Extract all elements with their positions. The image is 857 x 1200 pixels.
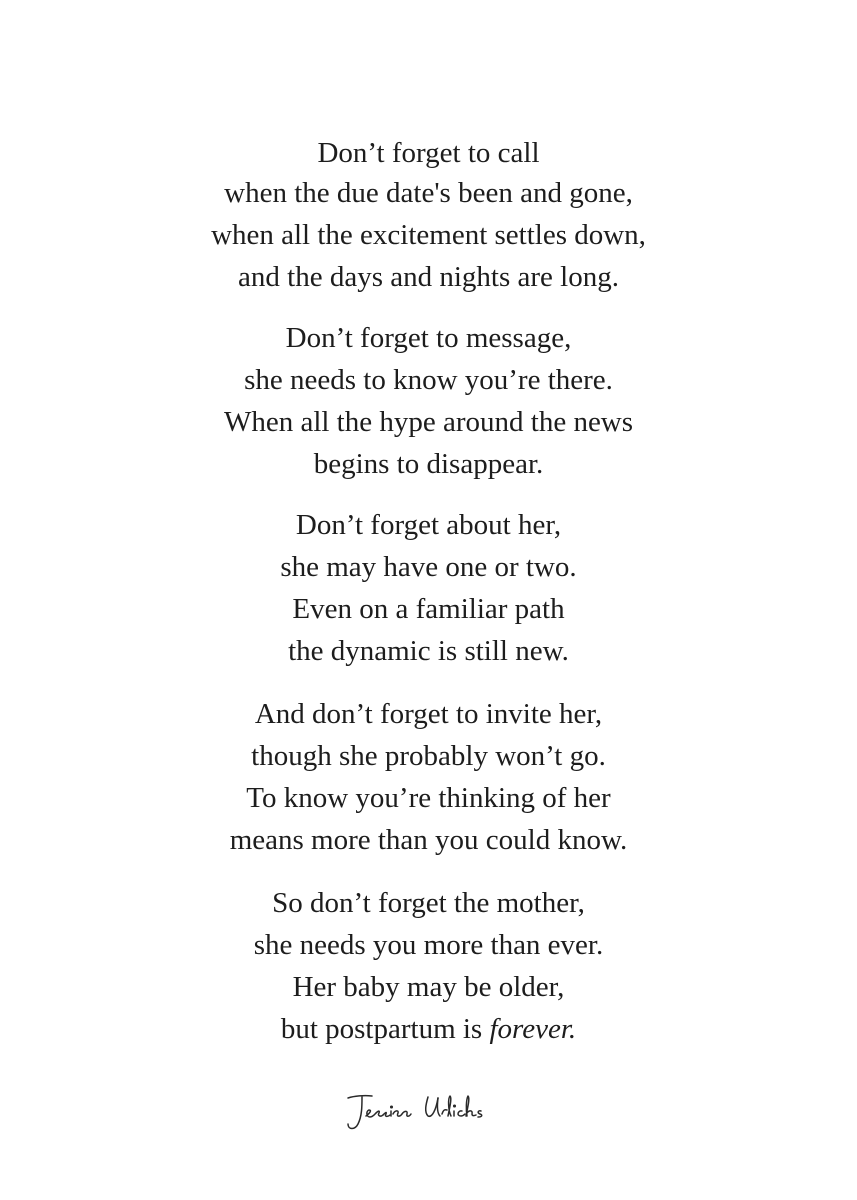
poem-line: when all the excitement settles down, [211, 219, 646, 251]
poem-line: though she probably won’t go. [251, 740, 606, 772]
poem-line: and the days and nights are long. [238, 261, 619, 293]
poem-line: she needs to know you’re there. [244, 364, 613, 396]
poem-line: And don’t forget to invite her, [254, 698, 603, 730]
poem-line: So don’t forget the mother, [272, 887, 585, 919]
poem-line: Don’t forget to message, [285, 322, 572, 354]
poem-line: Don’t forget to call [317, 137, 540, 169]
poem-line: she may have one or two. [280, 551, 577, 583]
poem-line: when the due date's been and gone, [224, 177, 633, 209]
poem-final-line [0, 1009, 857, 1049]
poem-line: Don’t forget about her, [295, 509, 562, 541]
poem-line-text: but postpartum is [280, 1013, 490, 1045]
poem-line: she needs you more than ever. [253, 929, 604, 961]
author-signature [340, 1086, 510, 1138]
signature-drawing [340, 1086, 510, 1138]
poem-line: When all the hype around the news [223, 406, 634, 438]
poem-line: the dynamic is still new. [288, 635, 569, 667]
poem-line: Even on a familiar path [292, 593, 565, 625]
poem-line: Her baby may be older, [292, 971, 565, 1003]
poem-line: means more than you could know. [229, 824, 628, 856]
poem-line: begins to disappear. [313, 448, 544, 480]
poem-line: To know you’re thinking of her [246, 782, 611, 814]
emphasized-word: forever. [489, 1013, 577, 1045]
